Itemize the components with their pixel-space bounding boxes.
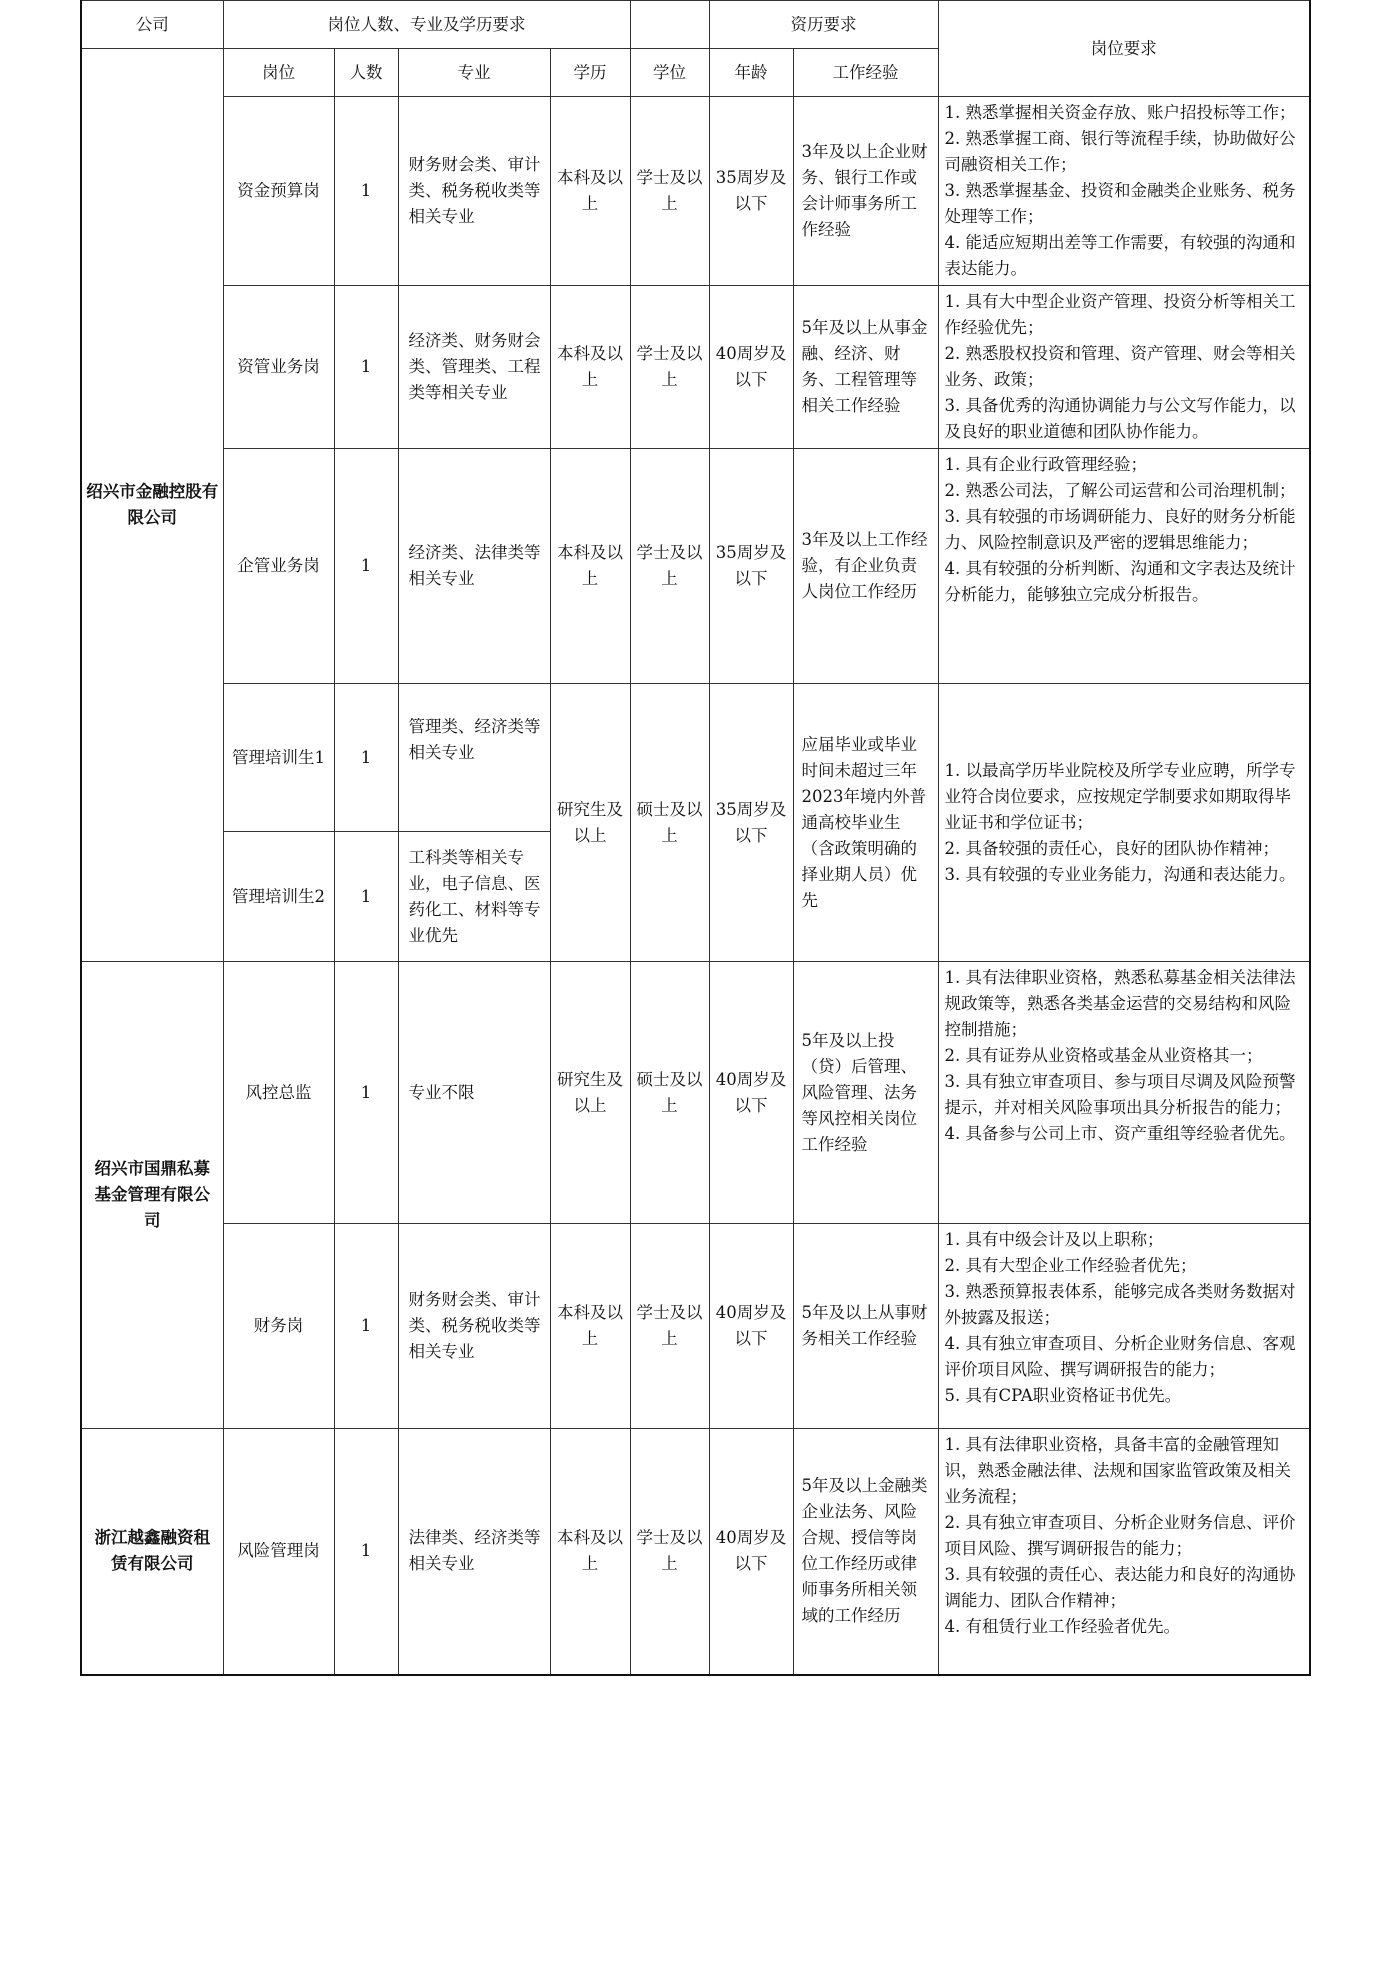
requirement-line: 1. 具有企业行政管理经验； xyxy=(944,455,1147,474)
header-education: 学历 xyxy=(550,49,630,97)
company-name: 绍兴市国鼎私募基金管理有限公司 xyxy=(81,962,223,1429)
table-row xyxy=(81,962,1310,1224)
header-experience: 工作经验 xyxy=(793,49,938,97)
header-company: 公司 xyxy=(81,1,223,49)
age-cell: 35周岁及以下 xyxy=(709,97,793,286)
count-cell: 1 xyxy=(334,449,398,684)
recruitment-table xyxy=(80,0,1311,1676)
major-cell: 财务财会类、审计类、税务税收类等相关专业 xyxy=(398,97,550,286)
requirement-line: 4. 能适应短期出差等工作需要，有较强的沟通和表达能力。 xyxy=(944,233,1296,278)
education-cell: 本科及以上 xyxy=(550,1429,630,1675)
header-qualification-group: 资历要求 xyxy=(709,1,938,49)
position-cell: 财务岗 xyxy=(223,1224,334,1429)
requirement-line: 2. 具有大型企业工作经验者优先； xyxy=(944,1256,1197,1275)
position-cell: 风险管理岗 xyxy=(223,1429,334,1675)
position-cell: 企管业务岗 xyxy=(223,449,334,684)
requirement-line: 3. 熟悉预算报表体系，能够完成各类财务数据对外披露及报送； xyxy=(944,1282,1296,1327)
age-cell: 40周岁及以下 xyxy=(709,1429,793,1675)
requirement-line: 5. 具有CPA职业资格证书优先。 xyxy=(944,1386,1182,1405)
requirement-line: 1. 熟悉掌握相关资金存放、账户招投标等工作； xyxy=(944,103,1296,122)
requirement-line: 2. 具有证券从业资格或基金从业资格其一； xyxy=(944,1046,1263,1065)
education-cell: 研究生及以上 xyxy=(550,684,630,962)
position-cell: 资管业务岗 xyxy=(223,286,334,449)
degree-cell: 学士及以上 xyxy=(630,1224,709,1429)
header-position-group: 岗位人数、专业及学历要求 xyxy=(223,1,630,49)
requirement-line: 1. 具有法律职业资格，熟悉私募基金相关法律法规政策等，熟悉各类基金运营的交易结构和风险控制措施； xyxy=(944,968,1296,1039)
degree-cell: 学士及以上 xyxy=(630,97,709,286)
requirements-cell xyxy=(938,1224,1310,1429)
requirement-line: 1. 具有中级会计及以上职称； xyxy=(944,1230,1164,1249)
education-cell: 本科及以上 xyxy=(550,286,630,449)
degree-cell: 学士及以上 xyxy=(630,286,709,449)
header-requirements: 岗位要求 xyxy=(938,1,1310,97)
count-cell: 1 xyxy=(334,1429,398,1675)
requirement-line: 4. 具有较强的分析判断、沟通和文字表达及统计分析能力，能够独立完成分析报告。 xyxy=(944,559,1296,604)
degree-cell: 硕士及以上 xyxy=(630,684,709,962)
degree-cell: 硕士及以上 xyxy=(630,962,709,1224)
table-row xyxy=(81,97,1310,286)
table-row xyxy=(81,1429,1310,1675)
requirement-line: 2. 具备较强的责任心，良好的团队协作精神； xyxy=(944,838,1279,858)
age-cell: 40周岁及以下 xyxy=(709,1224,793,1429)
count-cell: 1 xyxy=(334,962,398,1224)
requirement-line: 3. 具备优秀的沟通协调能力与公文写作能力，以及良好的职业道德和团队协作能力。 xyxy=(944,396,1296,441)
experience-cell: 5年及以上金融类企业法务、风险合规、授信等岗位工作经历或律师事务所相关领域的工作经历 xyxy=(793,1429,938,1675)
table-row xyxy=(81,286,1310,449)
table-row xyxy=(81,1224,1310,1429)
count-cell: 1 xyxy=(334,97,398,286)
company-name xyxy=(81,49,223,962)
major-cell: 管理类、经济类等相关专业 xyxy=(398,684,550,832)
requirement-line: 2. 熟悉公司法，了解公司运营和公司治理机制； xyxy=(944,481,1296,500)
education-cell: 本科及以上 xyxy=(550,449,630,684)
age-cell: 35周岁及以下 xyxy=(709,684,793,962)
requirement-line: 1. 具有大中型企业资产管理、投资分析等相关工作经验优先； xyxy=(944,292,1296,337)
header-age: 年龄 xyxy=(709,49,793,97)
count-cell: 1 xyxy=(334,684,398,832)
requirement-line: 3. 具有独立审查项目、参与项目尽调及风险预警提示，并对相关风险事项出具分析报告的能力； xyxy=(944,1072,1296,1117)
requirements-cell xyxy=(938,684,1310,962)
requirement-line: 2. 具有独立审查项目、分析企业财务信息、评价项目风险、撰写调研报告的能力； xyxy=(944,1513,1296,1558)
requirement-line: 1. 以最高学历毕业院校及所学专业应聘，所学专业符合岗位要求，应按规定学制要求如期取得毕业证书和学位证书； xyxy=(944,760,1296,832)
requirement-line: 2. 熟悉股权投资和管理、资产管理、财会等相关业务、政策； xyxy=(944,344,1296,389)
position-cell: 风控总监 xyxy=(223,962,334,1224)
position-cell: 管理培训生1 xyxy=(223,684,334,832)
experience-cell: 5年及以上从事金融、经济、财务、工程管理等相关工作经验 xyxy=(793,286,938,449)
major-cell: 专业不限 xyxy=(398,962,550,1224)
requirements-cell xyxy=(938,97,1310,286)
major-cell: 财务财会类、审计类、税务税收类等相关专业 xyxy=(398,1224,550,1429)
age-cell: 40周岁及以下 xyxy=(709,286,793,449)
requirement-line: 4. 有租赁行业工作经验者优先。 xyxy=(944,1617,1180,1636)
company-name-text: 绍兴市金融控股有限公司 xyxy=(86,482,219,527)
major-cell: 法律类、经济类等相关专业 xyxy=(398,1429,550,1675)
header-position: 岗位 xyxy=(223,49,334,97)
header-count: 人数 xyxy=(334,49,398,97)
age-cell: 35周岁及以下 xyxy=(709,449,793,684)
position-cell: 资金预算岗 xyxy=(223,97,334,286)
major-cell: 经济类、法律类等相关专业 xyxy=(398,449,550,684)
experience-cell: 3年及以上工作经验，有企业负责人岗位工作经历 xyxy=(793,449,938,684)
requirement-line: 3. 具有较强的市场调研能力、良好的财务分析能力、风险控制意识及严密的逻辑思维能力； xyxy=(944,507,1296,552)
major-cell: 工科类等相关专业，电子信息、医药化工、材料等专业优先 xyxy=(398,832,550,962)
experience-cell: 3年及以上企业财务、银行工作或会计师事务所工作经验 xyxy=(793,97,938,286)
requirements-cell xyxy=(938,962,1310,1224)
experience-cell: 5年及以上从事财务相关工作经验 xyxy=(793,1224,938,1429)
requirement-line: 4. 具备参与公司上市、资产重组等经验者优先。 xyxy=(944,1124,1296,1143)
header-degree: 学位 xyxy=(630,49,709,97)
count-cell: 1 xyxy=(334,1224,398,1429)
requirement-line: 3. 具有较强的专业业务能力，沟通和表达能力。 xyxy=(944,864,1296,884)
position-cell: 管理培训生2 xyxy=(223,832,334,962)
education-cell: 本科及以上 xyxy=(550,1224,630,1429)
requirement-line: 3. 熟悉掌握基金、投资和金融类企业账务、税务处理等工作； xyxy=(944,181,1296,226)
requirement-line: 2. 熟悉掌握工商、银行等流程手续，协助做好公司融资相关工作； xyxy=(944,129,1296,174)
table-row xyxy=(81,684,1310,832)
header-row-1 xyxy=(81,1,1310,49)
requirement-line: 1. 具有法律职业资格，具备丰富的金融管理知识，熟悉金融法律、法规和国家监管政策及相关业务流程； xyxy=(944,1435,1291,1506)
header-major: 专业 xyxy=(398,49,550,97)
education-cell: 本科及以上 xyxy=(550,97,630,286)
degree-cell: 学士及以上 xyxy=(630,449,709,684)
major-cell: 经济类、财务财会类、管理类、工程类等相关专业 xyxy=(398,286,550,449)
count-cell: 1 xyxy=(334,286,398,449)
education-cell: 研究生及以上 xyxy=(550,962,630,1224)
requirements-cell xyxy=(938,286,1310,449)
requirements-cell xyxy=(938,449,1310,684)
requirements-cell xyxy=(938,1429,1310,1675)
count-cell: 1 xyxy=(334,832,398,962)
age-cell: 40周岁及以下 xyxy=(709,962,793,1224)
experience-cell: 应届毕业或毕业时间未超过三年 2023年境内外普通高校毕业生（含政策明确的择业期人员）优先 xyxy=(793,684,938,962)
requirement-line: 4. 具有独立审查项目、分析企业财务信息、客观评价项目风险、撰写调研报告的能力； xyxy=(944,1334,1296,1379)
degree-cell: 学士及以上 xyxy=(630,1429,709,1675)
table-row xyxy=(81,449,1310,684)
requirement-line: 3. 具有较强的责任心、表达能力和良好的沟通协调能力、团队合作精神； xyxy=(944,1565,1296,1610)
experience-cell: 5年及以上投（贷）后管理、风险管理、法务等风控相关岗位工作经验 xyxy=(793,962,938,1224)
company-name: 浙江越鑫融资租赁有限公司 xyxy=(81,1429,223,1675)
